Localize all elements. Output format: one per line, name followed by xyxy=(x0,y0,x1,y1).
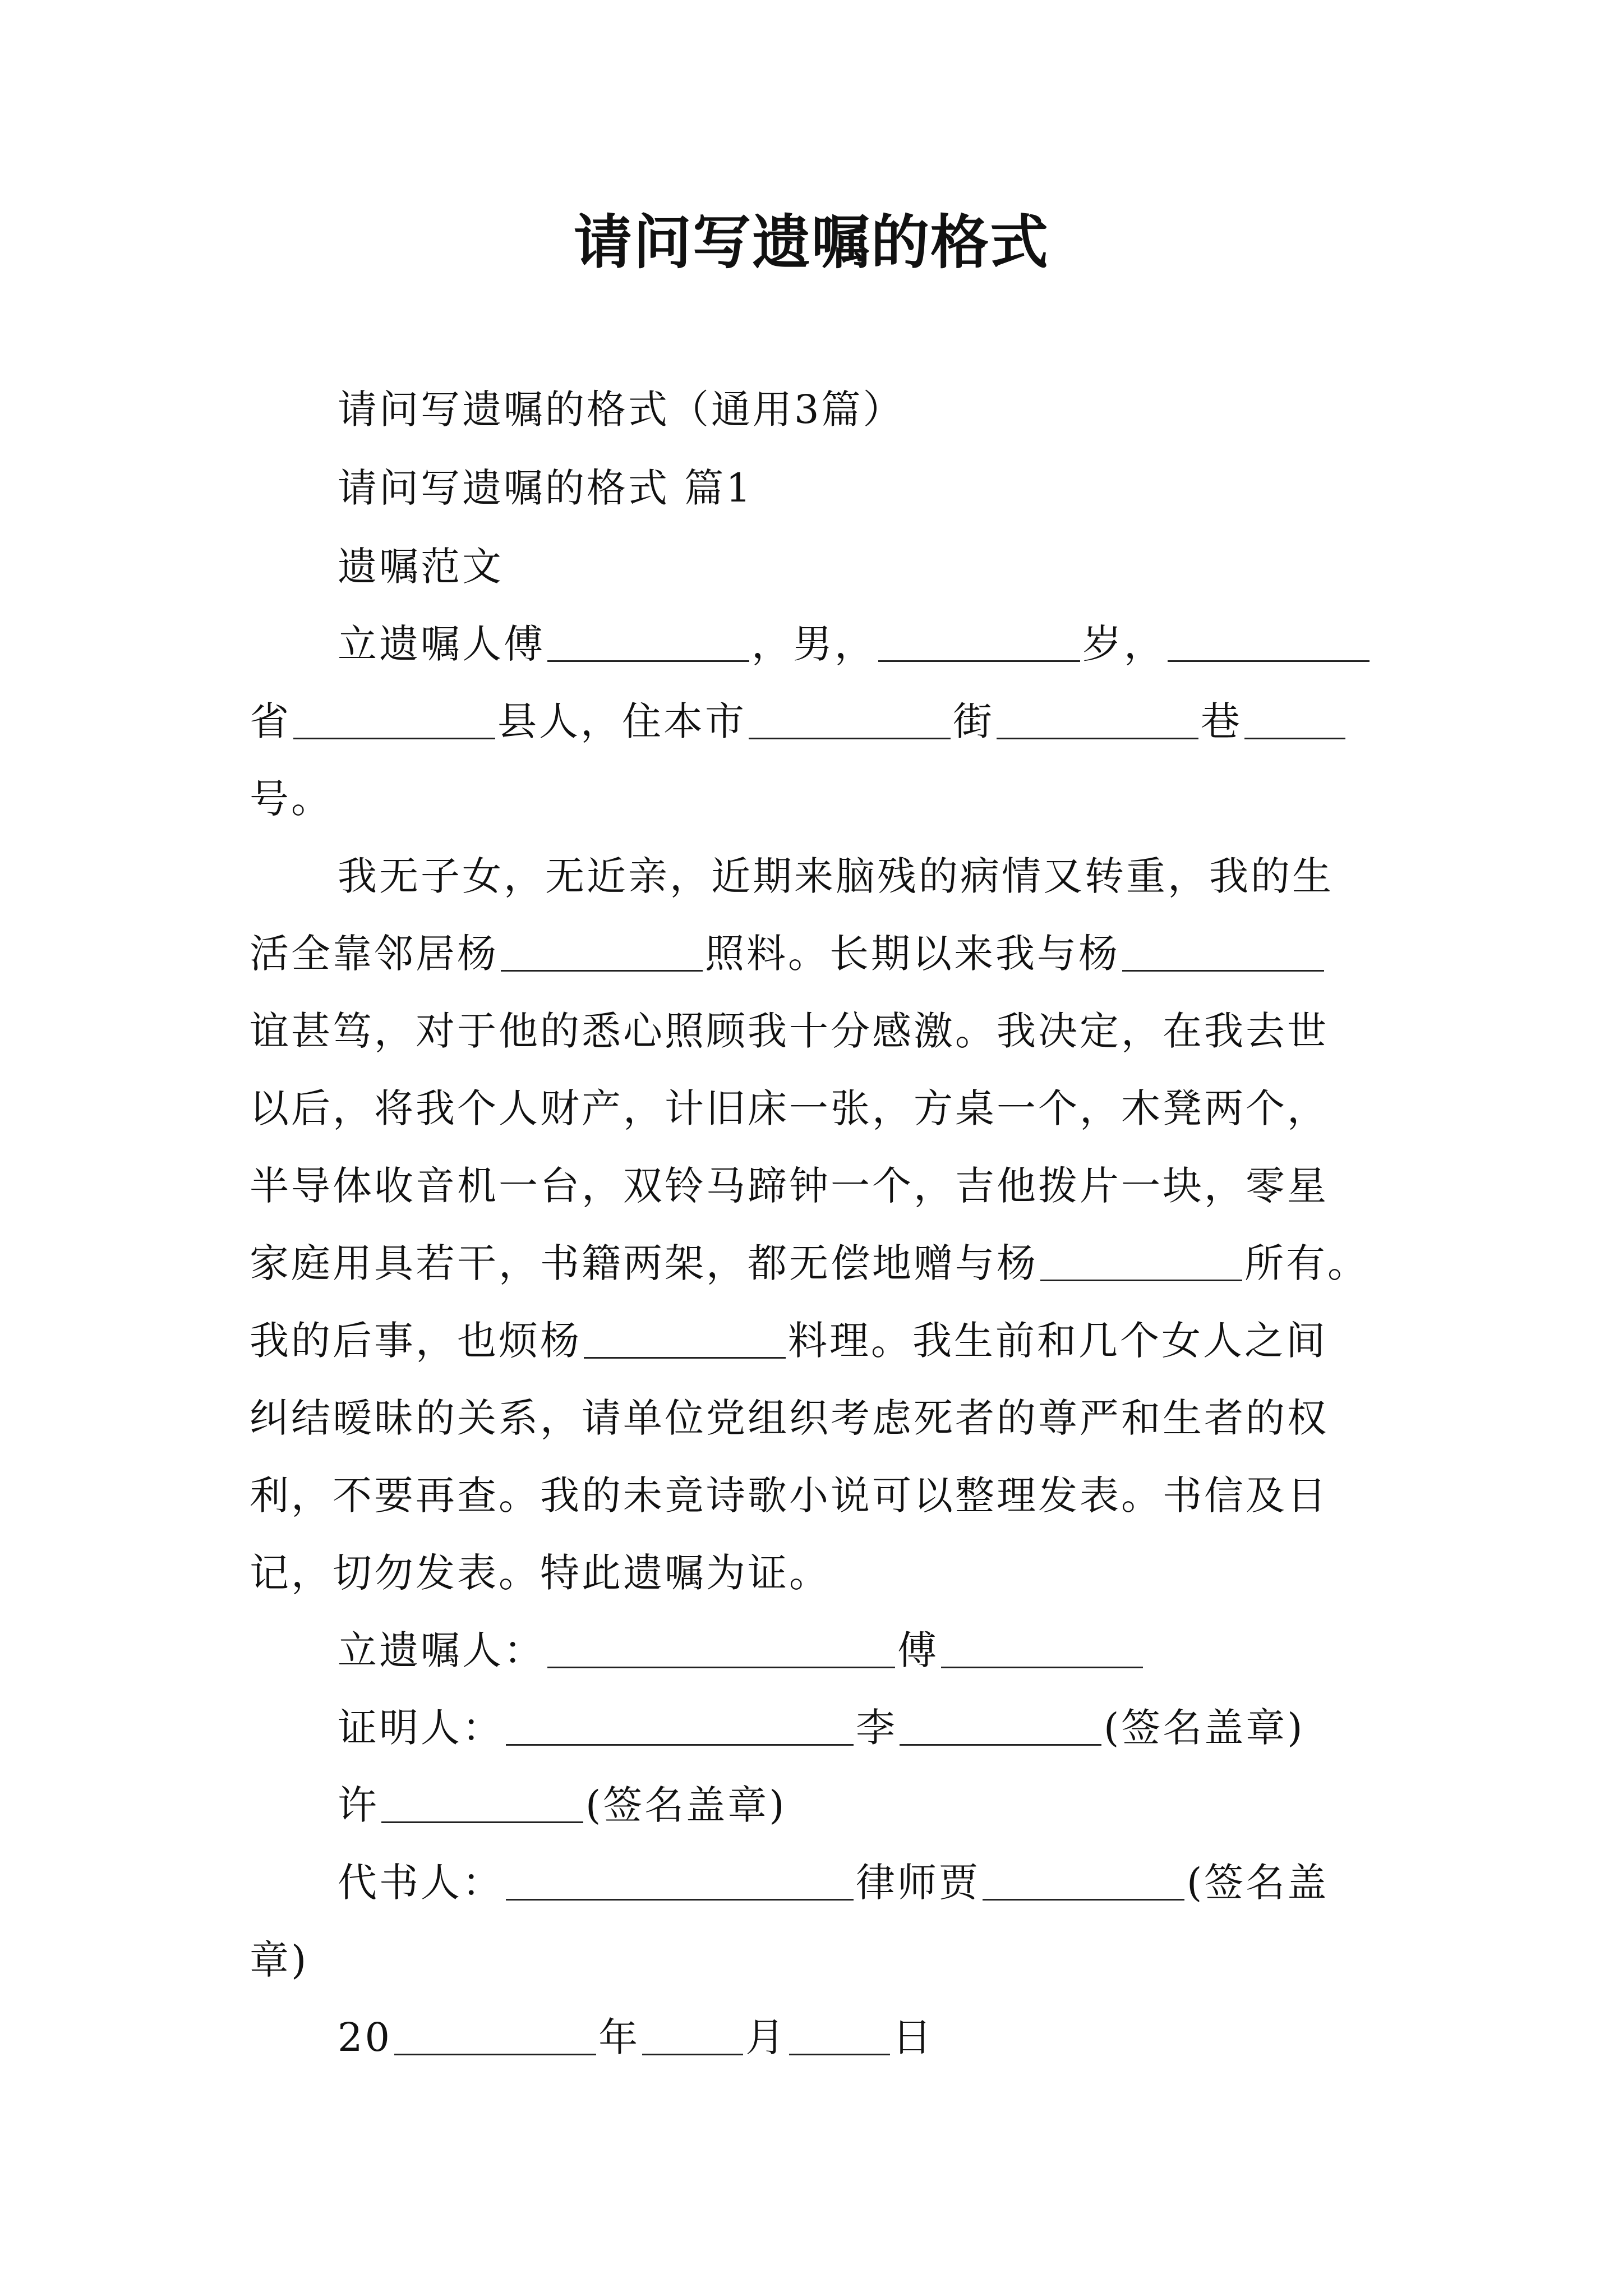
blank-field xyxy=(900,1705,1101,1746)
date-line: 20 年 月 日 xyxy=(338,2014,934,2060)
body-line: 我无子女，无近亲，近期来脑残的病情又转重，我的生 xyxy=(338,853,1334,899)
body-line: 利，不要再查。我的未竟诗歌小说可以整理发表。书信及日 xyxy=(250,1473,1329,1519)
document-title: 请问写遗嘱的格式 xyxy=(573,208,1049,277)
blank-field xyxy=(293,698,495,739)
subtitle-line: 请问写遗嘱的格式（通用3篇） xyxy=(338,386,905,432)
address-line: 省 县人，住本市 街 巷 xyxy=(250,693,1348,749)
blank-field xyxy=(506,1705,854,1746)
blank-field xyxy=(983,1860,1184,1901)
blank-field xyxy=(941,1627,1143,1668)
blank-field xyxy=(1122,931,1324,972)
blank-field xyxy=(749,698,951,739)
body-line: 半导体收音机一台，双铃马蹄钟一个，吉他拨片一块，零星 xyxy=(250,1163,1329,1209)
blank-field xyxy=(878,621,1080,662)
blank-field xyxy=(547,1627,895,1668)
blank-field xyxy=(997,698,1198,739)
blank-field xyxy=(642,2014,743,2055)
witness-line: 许 (签名盖章) xyxy=(338,1782,787,1828)
body-line: 记，切勿发表。特此遗嘱为证。 xyxy=(250,1550,831,1596)
body-line: 以后，将我个人财产，计旧床一张，方桌一个，木凳两个， xyxy=(250,1085,1329,1131)
body-line: 家庭用具若干，书籍两架，都无偿地赠与杨 所有。 xyxy=(250,1240,1369,1286)
testator-line: 立遗嘱人傅 ，男， 岁， xyxy=(338,616,1372,672)
body-line: 号。 xyxy=(250,776,333,822)
body-line: 我的后事，也烦杨 料理。我生前和几个女人之间 xyxy=(250,1318,1327,1364)
body-line: 活全靠邻居杨 照料。长期以来我与杨 xyxy=(250,926,1326,982)
blank-field xyxy=(506,1860,854,1901)
section-heading: 请问写遗嘱的格式 篇1 xyxy=(338,465,753,511)
blank-field xyxy=(501,931,703,972)
body-line: 谊甚笃，对于他的悉心照顾我十分感激。我决定，在我去世 xyxy=(250,1008,1329,1054)
testator-signature-line: 立遗嘱人： 傅 xyxy=(338,1622,1145,1678)
blank-field xyxy=(1040,1240,1242,1281)
scribe-line: 代书人： 律师贾 (签名盖 xyxy=(338,1860,1329,1906)
blank-field xyxy=(1168,621,1370,662)
blank-field xyxy=(381,1782,583,1823)
witness-line: 证明人： 李 (签名盖章) xyxy=(338,1705,1305,1751)
blank-field xyxy=(789,2014,890,2055)
body-line: 纠结暧昧的关系，请单位党组织考虑死者的尊严和生者的权 xyxy=(250,1395,1329,1441)
blank-field xyxy=(1244,698,1345,739)
body-line: 章) xyxy=(250,1937,309,1983)
sample-heading: 遗嘱范文 xyxy=(338,544,504,590)
blank-field xyxy=(394,2014,596,2055)
blank-field xyxy=(584,1318,786,1359)
blank-field xyxy=(547,621,749,662)
